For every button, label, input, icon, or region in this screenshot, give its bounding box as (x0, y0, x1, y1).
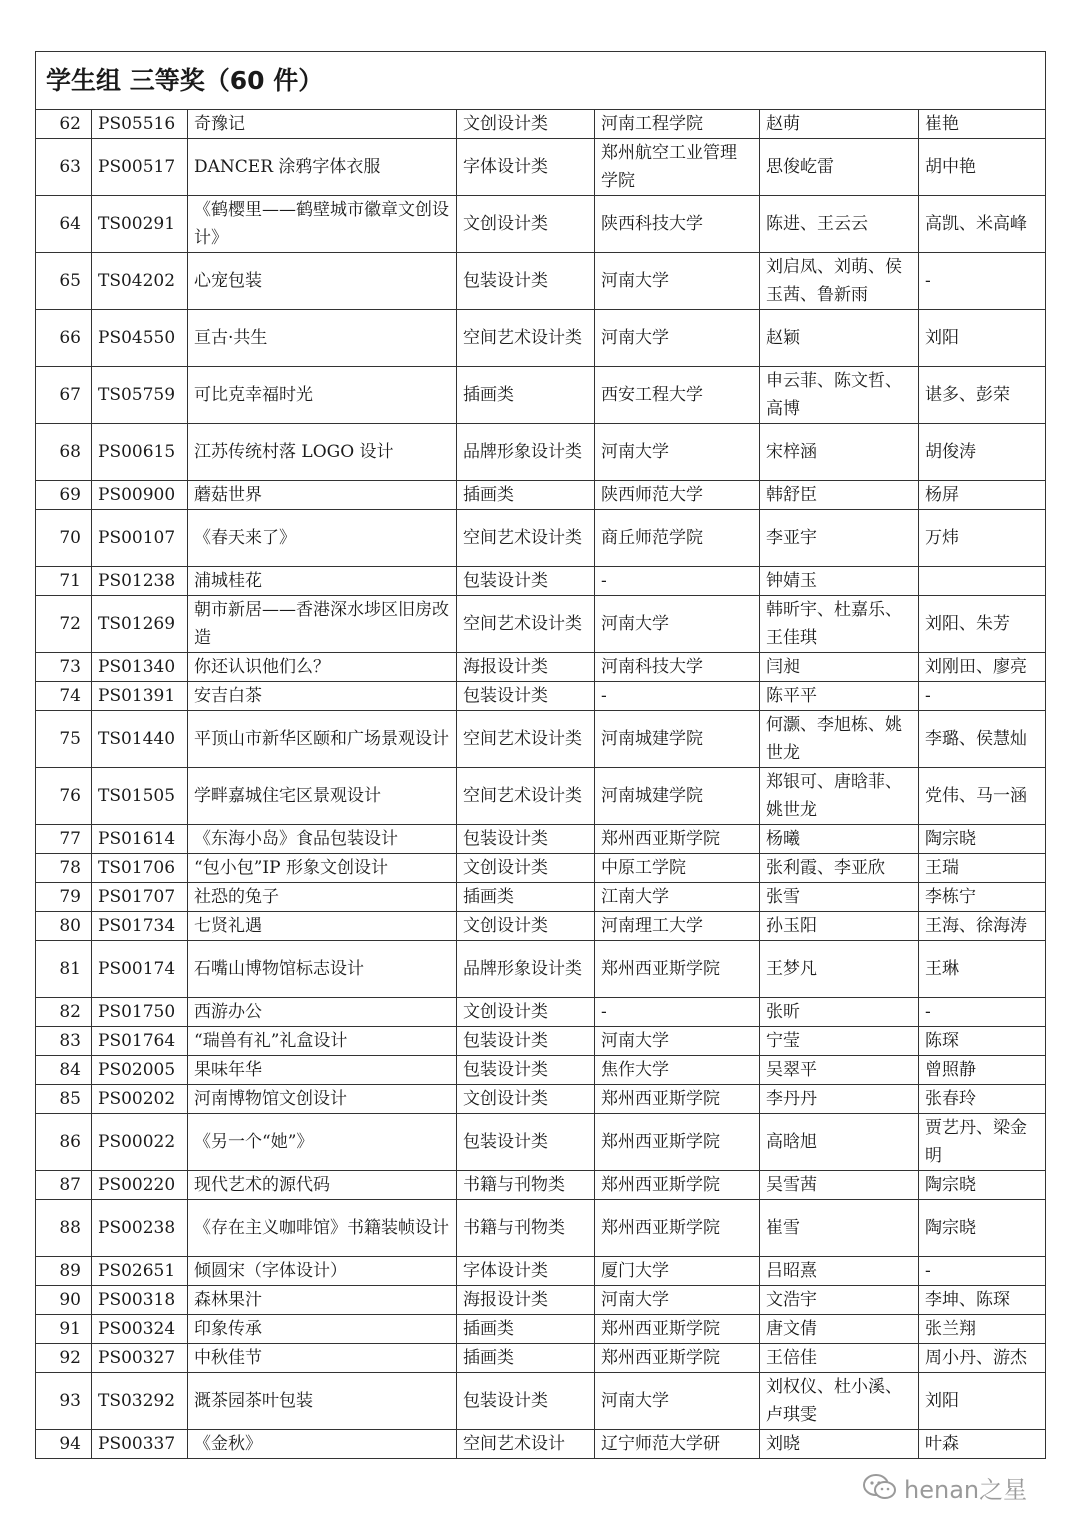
entry-code-cell: PS01734 (92, 912, 188, 941)
table-row (36, 1315, 1046, 1344)
work-title-cell: 社恐的兔子 (188, 883, 457, 912)
advisor-cell: 陈琛 (919, 1027, 1046, 1056)
category-cell: 包装设计类 (457, 825, 595, 854)
row-number-cell: 87 (36, 1171, 92, 1200)
row-number-cell: 63 (36, 139, 92, 196)
advisor-cell: 陶宗晓 (919, 825, 1046, 854)
school-cell: 河南大学 (595, 424, 760, 481)
category-cell: 插画类 (457, 481, 595, 510)
school-cell: 河南城建学院 (595, 711, 760, 768)
row-number-cell: 90 (36, 1286, 92, 1315)
row-number-cell: 78 (36, 854, 92, 883)
row-number-cell: 89 (36, 1257, 92, 1286)
table-row (36, 912, 1046, 941)
category-cell: 插画类 (457, 367, 595, 424)
row-number-cell: 67 (36, 367, 92, 424)
entry-code-cell: PS00615 (92, 424, 188, 481)
advisor-cell: 刘阳 (919, 1373, 1046, 1430)
table-row (36, 253, 1046, 310)
entry-code-cell: PS00517 (92, 139, 188, 196)
work-title-cell: 现代艺术的源代码 (188, 1171, 457, 1200)
work-title-cell: 七贤礼遇 (188, 912, 457, 941)
entry-code-cell: PS00022 (92, 1114, 188, 1171)
work-title-cell: 江苏传统村落 LOGO 设计 (188, 424, 457, 481)
entry-code-cell: TS01505 (92, 768, 188, 825)
work-title-cell: 西游办公 (188, 998, 457, 1027)
work-title-cell: 亘古·共生 (188, 310, 457, 367)
authors-cell: 高晗旭 (760, 1114, 919, 1171)
work-title-cell: 果味年华 (188, 1056, 457, 1085)
authors-cell: 郑银可、唐晗菲、姚世龙 (760, 768, 919, 825)
authors-cell: 王倍佳 (760, 1344, 919, 1373)
work-title-cell: 《春天来了》 (188, 510, 457, 567)
advisor-cell: 陶宗晓 (919, 1200, 1046, 1257)
entry-code-cell: PS00238 (92, 1200, 188, 1257)
work-title-cell: “包小包”IP 形象文创设计 (188, 854, 457, 883)
work-title-cell: 心宠包装 (188, 253, 457, 310)
row-number-cell: 76 (36, 768, 92, 825)
advisor-cell: 王琳 (919, 941, 1046, 998)
authors-cell: 张利霞、李亚欣 (760, 854, 919, 883)
authors-cell: 崔雪 (760, 1200, 919, 1257)
category-cell: 空间艺术设计类 (457, 711, 595, 768)
advisor-cell (919, 567, 1046, 596)
authors-cell: 陈进、王云云 (760, 196, 919, 253)
row-number-cell: 71 (36, 567, 92, 596)
authors-cell: 韩昕宇、杜嘉乐、王佳琪 (760, 596, 919, 653)
authors-cell: 刘启凤、刘萌、侯玉茜、鲁新雨 (760, 253, 919, 310)
row-number-cell: 65 (36, 253, 92, 310)
entry-code-cell: TS01706 (92, 854, 188, 883)
watermark-text: henan之星 (904, 1475, 1028, 1504)
table-row (36, 596, 1046, 653)
table-row (36, 825, 1046, 854)
work-title-cell: 朝市新居——香港深水埗区旧房改造 (188, 596, 457, 653)
category-cell: 包装设计类 (457, 1373, 595, 1430)
authors-cell: 唐文倩 (760, 1315, 919, 1344)
table-row (36, 1085, 1046, 1114)
school-cell: 河南城建学院 (595, 768, 760, 825)
advisor-cell: 李璐、侯慧灿 (919, 711, 1046, 768)
entry-code-cell: TS04202 (92, 253, 188, 310)
award-table (35, 51, 1046, 1459)
entry-code-cell: PS00202 (92, 1085, 188, 1114)
entry-code-cell: PS04550 (92, 310, 188, 367)
entry-code-cell: PS01707 (92, 883, 188, 912)
row-number-cell: 66 (36, 310, 92, 367)
work-title-cell: 《存在主义咖啡馆》书籍装帧设计 (188, 1200, 457, 1257)
entry-code-cell: PS00324 (92, 1315, 188, 1344)
school-cell: 河南工程学院 (595, 110, 760, 139)
school-cell: 河南大学 (595, 1286, 760, 1315)
wechat-icon (862, 1472, 898, 1502)
authors-cell: 宁莹 (760, 1027, 919, 1056)
work-title-cell: 浦城桂花 (188, 567, 457, 596)
advisor-cell: 高凯、米高峰 (919, 196, 1046, 253)
authors-cell: 赵颖 (760, 310, 919, 367)
work-title-cell: 蘑菇世界 (188, 481, 457, 510)
school-cell: 河南大学 (595, 1027, 760, 1056)
advisor-cell: - (919, 253, 1046, 310)
advisor-cell: 贾艺丹、梁金明 (919, 1114, 1046, 1171)
work-title-cell: “瑞兽有礼”礼盒设计 (188, 1027, 457, 1056)
work-title-cell: DANCER 涂鸦字体衣服 (188, 139, 457, 196)
category-cell: 空间艺术设计 (457, 1430, 595, 1459)
authors-cell: 申云菲、陈文哲、高博 (760, 367, 919, 424)
table-row (36, 424, 1046, 481)
table-row (36, 941, 1046, 998)
entry-code-cell: PS00107 (92, 510, 188, 567)
authors-cell: 何灏、李旭栋、姚世龙 (760, 711, 919, 768)
school-cell: 郑州西亚斯学院 (595, 1200, 760, 1257)
category-cell: 插画类 (457, 883, 595, 912)
work-title-cell: 你还认识他们么？ (188, 653, 457, 682)
entry-code-cell: PS00900 (92, 481, 188, 510)
work-title-cell: 可比克幸福时光 (188, 367, 457, 424)
authors-cell: 王梦凡 (760, 941, 919, 998)
table-row (36, 481, 1046, 510)
school-cell: 郑州西亚斯学院 (595, 1114, 760, 1171)
entry-code-cell: PS01238 (92, 567, 188, 596)
advisor-cell: 王海、徐海涛 (919, 912, 1046, 941)
work-title-cell: 《金秋》 (188, 1430, 457, 1459)
table-row (36, 1257, 1046, 1286)
entry-code-cell: PS02651 (92, 1257, 188, 1286)
advisor-cell: - (919, 1257, 1046, 1286)
authors-cell: 吕昭熹 (760, 1257, 919, 1286)
category-cell: 文创设计类 (457, 110, 595, 139)
category-cell: 海报设计类 (457, 653, 595, 682)
row-number-cell: 79 (36, 883, 92, 912)
category-cell: 品牌形象设计类 (457, 941, 595, 998)
advisor-cell: 张春玲 (919, 1085, 1046, 1114)
work-title-cell: 安吉白茶 (188, 682, 457, 711)
advisor-cell: 杨屏 (919, 481, 1046, 510)
school-cell: 河南大学 (595, 310, 760, 367)
section-title: 学生组 三等奖（60 件） (36, 52, 1046, 110)
table-row (36, 1200, 1046, 1257)
advisor-cell: - (919, 682, 1046, 711)
row-number-cell: 91 (36, 1315, 92, 1344)
table-row (36, 310, 1046, 367)
entry-code-cell: PS00327 (92, 1344, 188, 1373)
work-title-cell: 印象传承 (188, 1315, 457, 1344)
table-row (36, 1286, 1046, 1315)
table-row (36, 567, 1046, 596)
category-cell: 空间艺术设计类 (457, 768, 595, 825)
advisor-cell: 曾照静 (919, 1056, 1046, 1085)
advisor-cell: 谌多、彭荣 (919, 367, 1046, 424)
table-row (36, 998, 1046, 1027)
category-cell: 书籍与刊物类 (457, 1200, 595, 1257)
work-title-cell: 森林果汁 (188, 1286, 457, 1315)
advisor-cell: 王瑞 (919, 854, 1046, 883)
table-row (36, 1056, 1046, 1085)
school-cell: 焦作大学 (595, 1056, 760, 1085)
category-cell: 字体设计类 (457, 139, 595, 196)
award-list-sheet (35, 51, 1045, 1459)
advisor-cell: 党伟、马一涵 (919, 768, 1046, 825)
row-number-cell: 93 (36, 1373, 92, 1430)
row-number-cell: 74 (36, 682, 92, 711)
category-cell: 海报设计类 (457, 1286, 595, 1315)
authors-cell: 韩舒臣 (760, 481, 919, 510)
table-row (36, 1430, 1046, 1459)
entry-code-cell: TS03292 (92, 1373, 188, 1430)
row-number-cell: 73 (36, 653, 92, 682)
work-title-cell: 河南博物馆文创设计 (188, 1085, 457, 1114)
work-title-cell: 学畔嘉城住宅区景观设计 (188, 768, 457, 825)
authors-cell: 钟婧玉 (760, 567, 919, 596)
row-number-cell: 69 (36, 481, 92, 510)
row-number-cell: 75 (36, 711, 92, 768)
category-cell: 插画类 (457, 1344, 595, 1373)
advisor-cell: 叶森 (919, 1430, 1046, 1459)
authors-cell: 吴雪茜 (760, 1171, 919, 1200)
row-number-cell: 83 (36, 1027, 92, 1056)
watermark (862, 1467, 1062, 1507)
entry-code-cell: TS01440 (92, 711, 188, 768)
school-cell: 中原工学院 (595, 854, 760, 883)
entry-code-cell: TS01269 (92, 596, 188, 653)
work-title-cell: 《鹤樱里——鹤壁城市徽章文创设计》 (188, 196, 457, 253)
school-cell: - (595, 998, 760, 1027)
school-cell: 郑州西亚斯学院 (595, 1315, 760, 1344)
entry-code-cell: PS05516 (92, 110, 188, 139)
table-row (36, 711, 1046, 768)
category-cell: 包装设计类 (457, 567, 595, 596)
advisor-cell: 陶宗晓 (919, 1171, 1046, 1200)
row-number-cell: 88 (36, 1200, 92, 1257)
category-cell: 文创设计类 (457, 912, 595, 941)
school-cell: - (595, 682, 760, 711)
category-cell: 文创设计类 (457, 196, 595, 253)
entry-code-cell: PS01340 (92, 653, 188, 682)
row-number-cell: 80 (36, 912, 92, 941)
entry-code-cell: PS01614 (92, 825, 188, 854)
authors-cell: 赵萌 (760, 110, 919, 139)
school-cell: 江南大学 (595, 883, 760, 912)
school-cell: 河南理工大学 (595, 912, 760, 941)
advisor-cell: 周小丹、游杰 (919, 1344, 1046, 1373)
entry-code-cell: PS00318 (92, 1286, 188, 1315)
row-number-cell: 94 (36, 1430, 92, 1459)
authors-cell: 张雪 (760, 883, 919, 912)
entry-code-cell: PS00174 (92, 941, 188, 998)
row-number-cell: 68 (36, 424, 92, 481)
row-number-cell: 81 (36, 941, 92, 998)
row-number-cell: 72 (36, 596, 92, 653)
row-number-cell: 85 (36, 1085, 92, 1114)
category-cell: 包装设计类 (457, 1114, 595, 1171)
school-cell: 郑州西亚斯学院 (595, 1171, 760, 1200)
work-title-cell: 奇豫记 (188, 110, 457, 139)
advisor-cell: - (919, 998, 1046, 1027)
row-number-cell: 92 (36, 1344, 92, 1373)
school-cell: 郑州西亚斯学院 (595, 941, 760, 998)
row-number-cell: 70 (36, 510, 92, 567)
authors-cell: 吴翠平 (760, 1056, 919, 1085)
authors-cell: 孙玉阳 (760, 912, 919, 941)
row-number-cell: 86 (36, 1114, 92, 1171)
table-row (36, 768, 1046, 825)
entry-code-cell: PS01391 (92, 682, 188, 711)
authors-cell: 宋梓涵 (760, 424, 919, 481)
entry-code-cell: PS01764 (92, 1027, 188, 1056)
school-cell: 郑州航空工业管理学院 (595, 139, 760, 196)
advisor-cell: 胡中艳 (919, 139, 1046, 196)
school-cell: 河南大学 (595, 253, 760, 310)
entry-code-cell: PS01750 (92, 998, 188, 1027)
school-cell: 陕西科技大学 (595, 196, 760, 253)
school-cell: 辽宁师范大学研 (595, 1430, 760, 1459)
authors-cell: 文浩宇 (760, 1286, 919, 1315)
section-title-row (36, 52, 1046, 110)
row-number-cell: 84 (36, 1056, 92, 1085)
table-row (36, 883, 1046, 912)
entry-code-cell: PS00220 (92, 1171, 188, 1200)
table-row (36, 1171, 1046, 1200)
authors-cell: 思俊屹雷 (760, 139, 919, 196)
table-row (36, 1114, 1046, 1171)
work-title-cell: 平顶山市新华区颐和广场景观设计 (188, 711, 457, 768)
table-row (36, 510, 1046, 567)
row-number-cell: 64 (36, 196, 92, 253)
entry-code-cell: PS02005 (92, 1056, 188, 1085)
table-row (36, 1027, 1046, 1056)
school-cell: 厦门大学 (595, 1257, 760, 1286)
table-row (36, 1373, 1046, 1430)
category-cell: 品牌形象设计类 (457, 424, 595, 481)
work-title-cell: 石嘴山博物馆标志设计 (188, 941, 457, 998)
advisor-cell: 刘阳、朱芳 (919, 596, 1046, 653)
authors-cell: 刘权仪、杜小溪、卢琪雯 (760, 1373, 919, 1430)
table-row (36, 139, 1046, 196)
advisor-cell: 胡俊涛 (919, 424, 1046, 481)
entry-code-cell: TS00291 (92, 196, 188, 253)
authors-cell: 陈平平 (760, 682, 919, 711)
school-cell: 商丘师范学院 (595, 510, 760, 567)
entry-code-cell: PS00337 (92, 1430, 188, 1459)
category-cell: 文创设计类 (457, 998, 595, 1027)
row-number-cell: 77 (36, 825, 92, 854)
table-row (36, 1344, 1046, 1373)
category-cell: 书籍与刊物类 (457, 1171, 595, 1200)
advisor-cell: 崔艳 (919, 110, 1046, 139)
category-cell: 包装设计类 (457, 253, 595, 310)
work-title-cell: 倾圆宋（字体设计） (188, 1257, 457, 1286)
advisor-cell: 万炜 (919, 510, 1046, 567)
authors-cell: 李亚宇 (760, 510, 919, 567)
category-cell: 文创设计类 (457, 1085, 595, 1114)
category-cell: 空间艺术设计类 (457, 596, 595, 653)
school-cell: 河南科技大学 (595, 653, 760, 682)
table-row (36, 367, 1046, 424)
category-cell: 空间艺术设计类 (457, 310, 595, 367)
table-row (36, 196, 1046, 253)
authors-cell: 张昕 (760, 998, 919, 1027)
work-title-cell: 中秋佳节 (188, 1344, 457, 1373)
authors-cell: 闫昶 (760, 653, 919, 682)
school-cell: 陕西师范大学 (595, 481, 760, 510)
table-row (36, 682, 1046, 711)
category-cell: 字体设计类 (457, 1257, 595, 1286)
authors-cell: 刘晓 (760, 1430, 919, 1459)
school-cell: 河南大学 (595, 1373, 760, 1430)
category-cell: 包装设计类 (457, 1027, 595, 1056)
category-cell: 包装设计类 (457, 1056, 595, 1085)
school-cell: 西安工程大学 (595, 367, 760, 424)
category-cell: 文创设计类 (457, 854, 595, 883)
table-row (36, 110, 1046, 139)
school-cell: 郑州西亚斯学院 (595, 825, 760, 854)
row-number-cell: 82 (36, 998, 92, 1027)
school-cell: 郑州西亚斯学院 (595, 1085, 760, 1114)
advisor-cell: 刘阳 (919, 310, 1046, 367)
work-title-cell: 溉茶园茶叶包装 (188, 1373, 457, 1430)
school-cell: 郑州西亚斯学院 (595, 1344, 760, 1373)
advisor-cell: 李坤、陈琛 (919, 1286, 1046, 1315)
school-cell: 河南大学 (595, 596, 760, 653)
authors-cell: 李丹丹 (760, 1085, 919, 1114)
table-row (36, 854, 1046, 883)
advisor-cell: 李栋宁 (919, 883, 1046, 912)
school-cell: - (595, 567, 760, 596)
entry-code-cell: TS05759 (92, 367, 188, 424)
category-cell: 空间艺术设计类 (457, 510, 595, 567)
work-title-cell: 《东海小岛》食品包装设计 (188, 825, 457, 854)
table-row (36, 653, 1046, 682)
advisor-cell: 张兰翔 (919, 1315, 1046, 1344)
category-cell: 插画类 (457, 1315, 595, 1344)
work-title-cell: 《另一个“她”》 (188, 1114, 457, 1171)
authors-cell: 杨曦 (760, 825, 919, 854)
advisor-cell: 刘刚田、廖亮 (919, 653, 1046, 682)
category-cell: 包装设计类 (457, 682, 595, 711)
row-number-cell: 62 (36, 110, 92, 139)
